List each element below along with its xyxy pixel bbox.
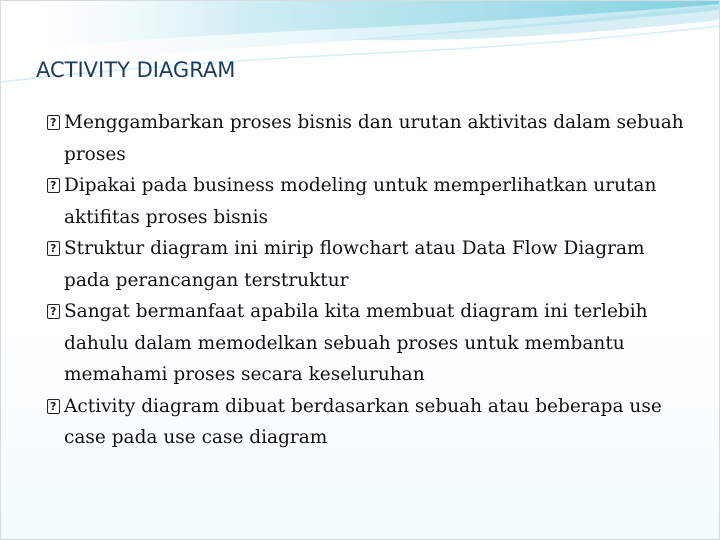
bullet-item [46,296,686,391]
bullet-text: Struktur diagram ini mirip flowchart atau Data Flow Diagram pada perancangan terstruktur [64,238,645,291]
bullet-text: Sangat bermanfaat apabila kita membuat diagram ini terlebih dahulu dalam memodelkan sebuah proses untuk membantu memahami proses secara keseluruhan [64,301,648,385]
missing-glyph-bullet-icon [46,296,63,328]
missing-glyph-bullet-icon [46,170,63,202]
bullet-text: Menggambarkan proses bisnis dan urutan aktivitas dalam sebuah proses [64,112,684,165]
bullet-item [46,107,686,170]
bullet-text: Activity diagram dibuat berdasarkan sebuah atau beberapa use case pada use case diagram [64,395,662,448]
bullet-text: Dipakai pada business modeling untuk memperlihatkan urutan aktifitas proses bisnis [64,175,657,228]
missing-glyph-bullet-icon [46,233,63,265]
bullet-item [46,170,686,233]
bullet-item [46,391,686,454]
bullet-item [46,233,686,296]
bullet-list [46,107,686,454]
missing-glyph-bullet-icon [46,107,63,139]
slide-title: ACTIVITY DIAGRAM [36,58,236,82]
missing-glyph-bullet-icon [46,391,63,423]
